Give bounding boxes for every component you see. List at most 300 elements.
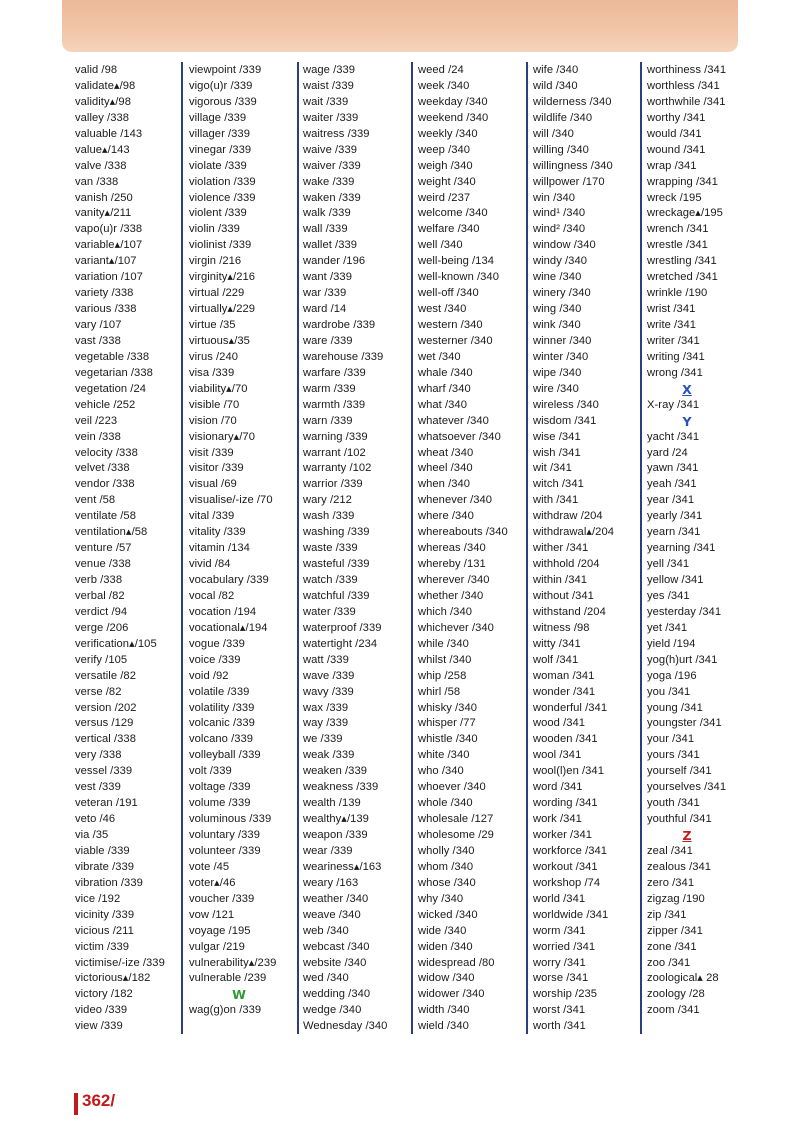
index-entry: village /339 <box>189 111 247 124</box>
index-entry: write /341 <box>647 319 697 331</box>
index-entry: withhold /204 <box>533 558 600 571</box>
index-entry: war /339 <box>303 287 347 300</box>
index-entry: zipper /341 <box>647 924 703 937</box>
index-entry: wave /339 <box>303 669 355 682</box>
index-entry: yield /194 <box>647 637 696 650</box>
index-entry: yard /24 <box>647 446 688 459</box>
index-entry: wrestle /341 <box>647 239 708 252</box>
index-entry: wet /340 <box>418 350 461 363</box>
index-entry: willing /340 <box>533 143 589 156</box>
index-entry: wake /339 <box>303 175 355 188</box>
index-entry: vow /121 <box>189 908 235 921</box>
index-entry: warm /339 <box>303 382 356 395</box>
index-entry: yet /341 <box>647 621 688 634</box>
index-entry: witty /341 <box>533 637 581 650</box>
index-entry: worry /341 <box>533 956 586 969</box>
index-entry: voltage /339 <box>189 781 251 794</box>
index-entry: verdict /94 <box>75 605 128 618</box>
index-entry: whisper /77 <box>418 717 476 730</box>
index-entry: white /340 <box>418 749 470 762</box>
index-entry: wife /340 <box>533 64 579 76</box>
index-entry: willpower /170 <box>533 175 605 188</box>
index-entry: wind¹ /340 <box>533 207 586 220</box>
index-entry: vertical /338 <box>75 733 136 746</box>
index-entry: vendor /338 <box>75 478 135 491</box>
index-entry: whereby /131 <box>418 558 486 571</box>
index-entry: yellow /341 <box>647 574 704 586</box>
index-entry: yawn /341 <box>647 462 699 475</box>
index-entry: vocational▴/194 <box>189 621 268 634</box>
index-entry: victimise/-ize /339 <box>75 956 165 969</box>
index-entry: wax /339 <box>303 701 349 714</box>
index-entry: waist /339 <box>303 79 354 92</box>
index-entry: weakness /339 <box>303 781 379 794</box>
index-entry: yoga /196 <box>647 669 697 682</box>
index-entry: vibration /339 <box>75 876 143 889</box>
index-entry: voucher /339 <box>189 892 255 905</box>
index-entry: wreck /195 <box>647 191 702 204</box>
index-entry: wardrobe /339 <box>303 319 376 331</box>
index-entry: wavy /339 <box>303 685 354 698</box>
index-entry: volcano /339 <box>189 733 254 746</box>
index-entry: whirl /58 <box>418 685 461 698</box>
index-entry: wink /340 <box>533 319 581 331</box>
index-entry: wheat /340 <box>418 446 474 459</box>
index-entry: witch /341 <box>533 478 584 491</box>
index-entry: zigzag /190 <box>647 892 705 905</box>
index-entry: worth /341 <box>533 1020 586 1033</box>
index-entry: veteran /191 <box>75 797 138 810</box>
index-entry: vent /58 <box>75 494 116 507</box>
index-entry: vicious /211 <box>75 924 134 937</box>
index-entry: walk /339 <box>303 207 351 220</box>
index-entry: virtually▴/229 <box>189 303 256 316</box>
index-entry: verify /105 <box>75 653 128 666</box>
index-entry: vulgar /219 <box>189 940 245 953</box>
index-entry: virtuous▴/35 <box>189 334 250 347</box>
index-entry: winter /340 <box>533 350 589 363</box>
column-divider <box>526 62 528 1034</box>
index-entry: worthiness /341 <box>647 64 727 76</box>
section-letter-y: Y <box>682 413 692 429</box>
index-entry: well /340 <box>418 239 463 252</box>
index-entry: violate /339 <box>189 159 247 172</box>
index-entry: wireless /340 <box>533 398 599 411</box>
index-entry: viability▴/70 <box>189 382 248 395</box>
index-entry: woman /341 <box>533 669 595 682</box>
index-entry: withdrawal▴/204 <box>533 526 614 539</box>
index-entry: weigh /340 <box>418 159 473 172</box>
index-entry: weather /340 <box>303 892 369 905</box>
index-entry: vegetable /338 <box>75 350 150 363</box>
index-entry: ward /14 <box>303 303 347 316</box>
index-entry: whichever /340 <box>418 621 494 634</box>
index-entry: wary /212 <box>303 494 352 507</box>
index-entry: wait /339 <box>303 95 349 108</box>
index-entry: western /340 <box>418 319 483 331</box>
index-entry: while /340 <box>418 637 469 650</box>
index-column-3 <box>303 63 387 1035</box>
index-entry: wilderness /340 <box>533 95 612 108</box>
section-letter-x: X <box>682 381 692 397</box>
index-entry: X-ray /341 <box>647 398 700 411</box>
index-entry: vigorous /339 <box>189 95 257 108</box>
index-entry: world /341 <box>533 892 586 905</box>
index-entry: which /340 <box>418 605 472 618</box>
index-entry: wrapping /341 <box>647 175 718 188</box>
index-entry: west /340 <box>418 303 467 316</box>
index-entry: volatility /339 <box>189 701 255 714</box>
index-entry: volt /339 <box>189 765 232 778</box>
index-entry: worse /341 <box>533 972 589 985</box>
index-entry: yourself /341 <box>647 765 712 778</box>
index-entry: wrist /341 <box>647 303 696 316</box>
index-entry: wretched /341 <box>647 271 718 284</box>
index-entry: zealous /341 <box>647 860 712 873</box>
index-entry: writing /341 <box>647 350 705 363</box>
index-entry: visual /69 <box>189 478 237 491</box>
index-entry: vote /45 <box>189 860 230 873</box>
index-entry: versatile /82 <box>75 669 136 682</box>
index-entry: youngster /341 <box>647 717 722 730</box>
index-entry: waitress /339 <box>303 127 370 140</box>
index-entry: wish /341 <box>533 446 581 459</box>
column-divider <box>640 62 642 1034</box>
index-entry: wisdom /341 <box>533 414 597 427</box>
index-entry: virus /240 <box>189 350 239 363</box>
index-entry: wallet /339 <box>303 239 358 252</box>
index-entry: virtue /35 <box>189 319 236 331</box>
index-entry: widespread /80 <box>418 956 495 969</box>
index-entry: wildlife /340 <box>533 111 593 124</box>
index-entry: vast /338 <box>75 334 121 347</box>
index-entry: vicinity /339 <box>75 908 135 921</box>
index-entry: wheel /340 <box>418 462 473 475</box>
index-entry: wonder /341 <box>533 685 596 698</box>
index-entry: wolf /341 <box>533 653 579 666</box>
index-entry: vegetation /24 <box>75 382 146 395</box>
index-entry: worthless /341 <box>647 79 720 92</box>
index-entry: wharf /340 <box>418 382 471 395</box>
index-entry: wedge /340 <box>303 1004 362 1017</box>
index-entry: will /340 <box>533 127 574 140</box>
index-entry: yearly /341 <box>647 510 703 523</box>
index-entry: winner /340 <box>533 334 592 347</box>
index-entry: visionary▴/70 <box>189 430 255 443</box>
index-entry: waken /339 <box>303 191 361 204</box>
index-entry: wield /340 <box>418 1020 469 1033</box>
index-entry: virtual /229 <box>189 287 245 300</box>
index-entry: validate▴/98 <box>75 79 136 92</box>
index-entry: warranty /102 <box>303 462 372 475</box>
column-divider <box>181 62 183 1034</box>
index-entry: youthful /341 <box>647 813 712 826</box>
index-entry: variation /107 <box>75 271 143 284</box>
index-entry: ventilate /58 <box>75 510 136 523</box>
index-entry: zoology /28 <box>647 988 705 1001</box>
index-entry: whereas /340 <box>418 542 486 555</box>
index-entry: wherever /340 <box>418 574 490 586</box>
index-entry: way /339 <box>303 717 349 730</box>
index-entry: vocal /82 <box>189 589 235 602</box>
index-entry: would /341 <box>647 127 702 140</box>
index-entry: violinist /339 <box>189 239 252 252</box>
index-entry: yell /341 <box>647 558 690 571</box>
index-entry: wed /340 <box>303 972 349 985</box>
index-entry: vinegar /339 <box>189 143 252 156</box>
index-entry: victory /182 <box>75 988 133 1001</box>
index-entry: yeah /341 <box>647 478 697 491</box>
index-entry: within /341 <box>533 574 588 586</box>
index-entry: vogue /339 <box>189 637 245 650</box>
column-divider <box>297 62 299 1034</box>
index-entry: victorious▴/182 <box>75 972 151 985</box>
index-entry: well-known /340 <box>418 271 499 284</box>
index-entry: whom /340 <box>418 860 474 873</box>
index-entry: wire /340 <box>533 382 579 395</box>
index-entry: visitor /339 <box>189 462 244 475</box>
index-entry: widow /340 <box>418 972 475 985</box>
index-entry: variant▴/107 <box>75 255 137 268</box>
index-entry: vision /70 <box>189 414 237 427</box>
index-entry: vulnerability▴/239 <box>189 956 277 969</box>
index-entry: warn /339 <box>303 414 353 427</box>
index-entry: widower /340 <box>418 988 485 1001</box>
index-entry: yearning /341 <box>647 542 716 555</box>
index-entry: whatever /340 <box>418 414 489 427</box>
index-entry: wrench /341 <box>647 223 709 236</box>
index-entry: vigo(u)r /339 <box>189 79 253 92</box>
index-entry: yearn /341 <box>647 526 701 539</box>
index-entry: yesterday /341 <box>647 605 722 618</box>
index-entry: wit /341 <box>533 462 572 475</box>
index-entry: wind² /340 <box>533 223 586 236</box>
index-entry: wise /341 <box>533 430 581 443</box>
index-entry: volunteer /339 <box>189 844 261 857</box>
index-entry: wording /341 <box>533 797 598 810</box>
index-entry: youth /341 <box>647 797 700 810</box>
index-entry: whatsoever /340 <box>418 430 501 443</box>
index-entry: webcast /340 <box>303 940 370 953</box>
index-entry: viewpoint /339 <box>189 64 262 76</box>
index-entry: worried /341 <box>533 940 596 953</box>
index-entry: volume /339 <box>189 797 251 810</box>
index-entry: vein /338 <box>75 430 121 443</box>
index-entry: web /340 <box>303 924 349 937</box>
index-entry: whisky /340 <box>418 701 478 714</box>
index-entry: verbal /82 <box>75 589 125 602</box>
index-entry: wealth /139 <box>303 797 361 810</box>
index-entry: ventilation▴/58 <box>75 526 148 539</box>
index-entry: video /339 <box>75 1004 128 1017</box>
index-entry: vehicle /252 <box>75 398 136 411</box>
index-entry: vice /192 <box>75 892 121 905</box>
index-entry: variety /338 <box>75 287 134 300</box>
index-entry: what /340 <box>418 398 467 411</box>
index-entry: volleyball /339 <box>189 749 261 762</box>
index-entry: wrinkle /190 <box>647 287 708 300</box>
index-entry: whose /340 <box>418 876 476 889</box>
index-entry: virgin /216 <box>189 255 242 268</box>
index-entry: verb /338 <box>75 574 123 586</box>
index-entry: waiver /339 <box>303 159 361 172</box>
index-entry: veto /46 <box>75 813 116 826</box>
index-entry: whole /340 <box>418 797 473 810</box>
index-entry: visit /339 <box>189 446 234 459</box>
page-number: 362/ <box>82 1091 116 1110</box>
index-entry: voyage /195 <box>189 924 251 937</box>
index-entry: wool(l)en /341 <box>533 765 604 778</box>
index-column-6 <box>647 63 727 1019</box>
index-entry: velocity /338 <box>75 446 138 459</box>
index-entry: whenever /340 <box>418 494 493 507</box>
index-entry: variable▴/107 <box>75 239 143 252</box>
index-entry: word /341 <box>533 781 583 794</box>
index-entry: volcanic /339 <box>189 717 255 730</box>
index-entry: win /340 <box>533 191 576 204</box>
index-entry: via /35 <box>75 829 109 841</box>
index-entry: weekday /340 <box>418 95 488 108</box>
index-entry: you /341 <box>647 685 691 698</box>
index-entry: why /340 <box>418 892 464 905</box>
index-entry: vocation /194 <box>189 605 257 618</box>
section-letter-w: W <box>232 987 246 1003</box>
index-entry: van /338 <box>75 175 119 188</box>
index-entry: whilst /340 <box>418 653 472 666</box>
index-entry: voice /339 <box>189 653 241 666</box>
index-entry: watchful /339 <box>303 589 370 602</box>
index-entry: view /339 <box>75 1020 123 1033</box>
index-entry: windy /340 <box>533 255 587 268</box>
index-entry: weep /340 <box>418 143 471 156</box>
index-column-5 <box>533 63 614 1035</box>
index-entry: weekend /340 <box>418 111 489 124</box>
index-entry: very /338 <box>75 749 122 762</box>
index-entry: waterproof /339 <box>303 621 382 634</box>
index-entry: veil /223 <box>75 414 118 427</box>
index-entry: watertight /234 <box>303 637 378 650</box>
index-entry: weaken /339 <box>303 765 367 778</box>
section-letter-z: Z <box>682 828 692 843</box>
index-entry: wholly /340 <box>418 844 475 857</box>
index-entry: valuable /143 <box>75 127 143 140</box>
index-entry: visualise/-ize /70 <box>189 494 273 507</box>
index-entry: victim /339 <box>75 940 130 953</box>
index-entry: zoo /341 <box>647 956 691 969</box>
index-entry: warning /339 <box>303 430 368 443</box>
index-entry: violence /339 <box>189 191 256 204</box>
index-entry: wreckage▴/195 <box>647 207 723 220</box>
index-entry: wrong /341 <box>647 366 703 379</box>
index-entry: witness /98 <box>533 621 590 634</box>
index-column-2 <box>189 63 289 1019</box>
index-entry: westerner /340 <box>418 334 493 347</box>
index-entry: vessel /339 <box>75 765 133 778</box>
index-entry: vapo(u)r /338 <box>75 223 143 236</box>
index-entry: wood /341 <box>533 717 586 730</box>
index-entry: weak /339 <box>303 749 355 762</box>
index-entry: vitamin /134 <box>189 542 250 555</box>
index-entry: window /340 <box>533 239 596 252</box>
index-entry: vary /107 <box>75 319 122 331</box>
index-entry: vital /339 <box>189 510 235 523</box>
index-entry: whoever /340 <box>418 781 486 794</box>
index-entry: worker /341 <box>533 829 593 841</box>
index-entry: worthwhile /341 <box>647 95 726 108</box>
index-entry: welfare /340 <box>418 223 480 236</box>
index-entry: weird /237 <box>418 191 471 204</box>
index-entry: zero /341 <box>647 876 695 889</box>
index-entry: zoom /341 <box>647 1004 700 1017</box>
index-entry: wonderful /341 <box>533 701 608 714</box>
index-entry: withstand /204 <box>533 605 606 618</box>
index-entry: young /341 <box>647 701 703 714</box>
index-entry: venue /338 <box>75 558 131 571</box>
index-entry: workout /341 <box>533 860 598 873</box>
index-entry: worst /341 <box>533 1004 586 1017</box>
index-entry: yacht /341 <box>647 430 700 443</box>
index-entry: wedding /340 <box>303 988 371 1001</box>
index-entry: Wednesday /340 <box>303 1020 388 1033</box>
index-entry: vanish /250 <box>75 191 133 204</box>
index-entry: volatile /339 <box>189 685 250 698</box>
index-entry: valley /338 <box>75 111 130 124</box>
index-entry: visible /70 <box>189 398 240 411</box>
index-entry: watch /339 <box>303 574 358 586</box>
index-entry: wide /340 <box>418 924 467 937</box>
index-entry: whip /258 <box>418 669 467 682</box>
index-entry: wine /340 <box>533 271 582 284</box>
index-entry: wholesale /127 <box>418 813 494 826</box>
index-entry: wild /340 <box>533 79 578 92</box>
index-entry: warmth /339 <box>303 398 366 411</box>
index-entry: worship /235 <box>533 988 598 1001</box>
index-column-4 <box>418 63 508 1035</box>
index-entry: waiter /339 <box>303 111 359 124</box>
index-entry: yours /341 <box>647 749 700 762</box>
index-entry: wasteful /339 <box>303 558 370 571</box>
index-entry: virginity▴/216 <box>189 271 256 284</box>
index-entry: withdraw /204 <box>533 510 603 523</box>
index-entry: whale /340 <box>418 366 473 379</box>
index-entry: weapon /339 <box>303 829 368 841</box>
index-entry: weight /340 <box>418 175 476 188</box>
index-entry: wooden /341 <box>533 733 598 746</box>
index-entry: verse /82 <box>75 685 122 698</box>
index-entry: year /341 <box>647 494 695 507</box>
index-entry: worthy /341 <box>647 111 706 124</box>
index-entry: website /340 <box>303 956 367 969</box>
index-entry: wool /341 <box>533 749 582 762</box>
index-entry: vulnerable /239 <box>189 972 267 985</box>
index-entry: who /340 <box>418 765 464 778</box>
index-entry: we /339 <box>303 733 343 746</box>
index-entry: wage /339 <box>303 64 356 76</box>
index-entry: want /339 <box>303 271 352 284</box>
index-entry: various /338 <box>75 303 137 316</box>
index-entry: violin /339 <box>189 223 240 236</box>
index-entry: widen /340 <box>418 940 473 953</box>
index-entry: venture /57 <box>75 542 132 555</box>
index-entry: vocabulary /339 <box>189 574 269 586</box>
index-entry: welcome /340 <box>418 207 488 220</box>
index-entry: worm /341 <box>533 924 586 937</box>
index-entry: your /341 <box>647 733 695 746</box>
index-entry: wing /340 <box>533 303 582 316</box>
index-entry: versus /129 <box>75 717 134 730</box>
index-entry: zone /341 <box>647 940 697 953</box>
index-entry: weed /24 <box>418 64 464 76</box>
